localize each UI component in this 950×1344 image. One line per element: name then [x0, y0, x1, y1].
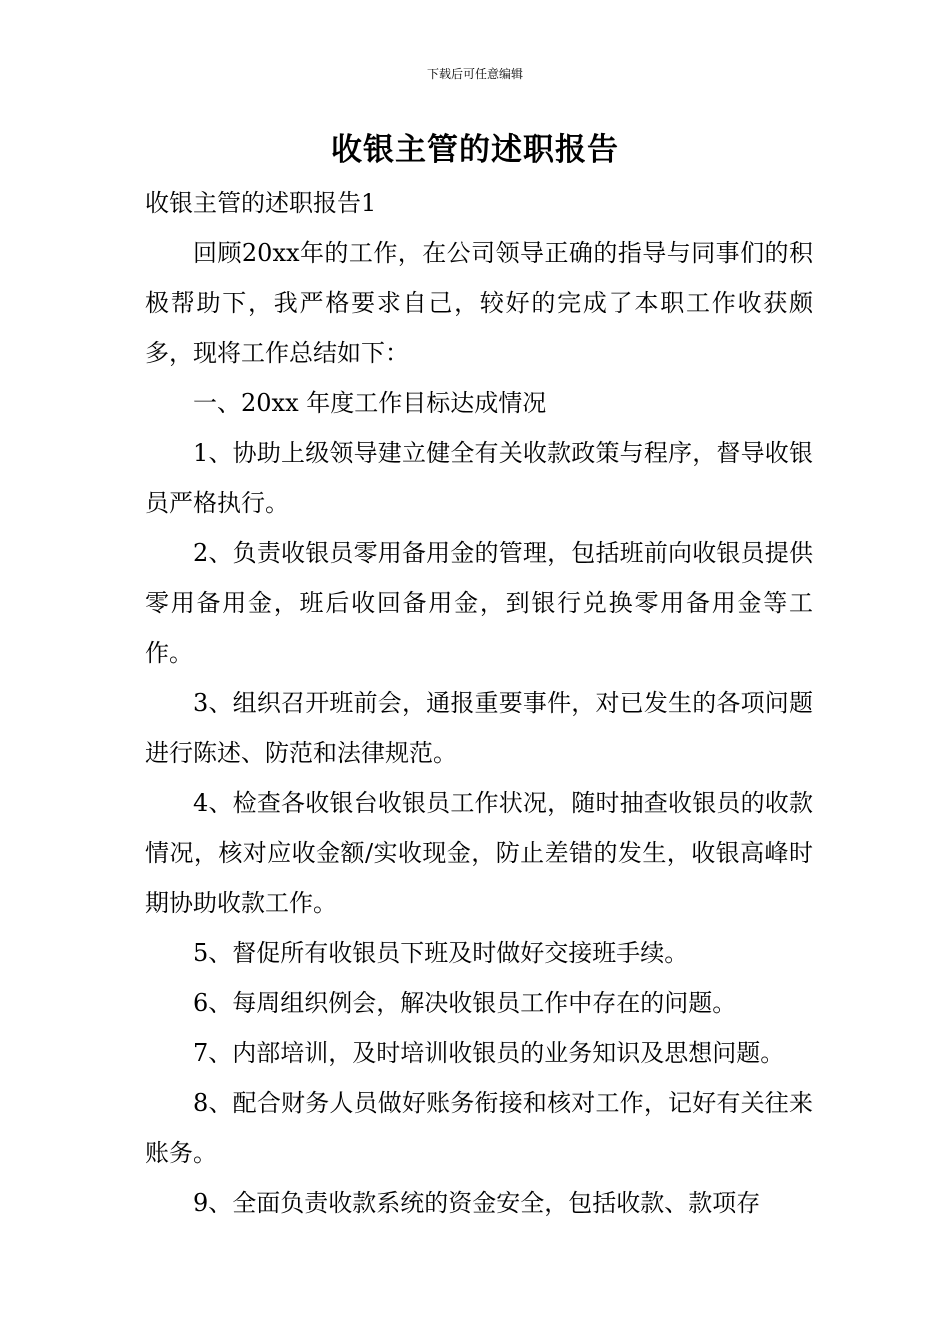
- paragraph-intro: 回顾20xx年的工作，在公司领导正确的指导与同事们的积极帮助下，我严格要求自己，较好的完成了本职工作收获颇多，现将工作总结如下：: [145, 239, 813, 367]
- list-item: 2、负责收银员零用备用金的管理，包括班前向收银员提供零用备用金，班后收回备用金，到银行兑换零用备用金等工作。: [145, 539, 813, 667]
- list-item: 5、督促所有收银员下班及时做好交接班手续。: [193, 939, 689, 967]
- document-body: [145, 178, 813, 1228]
- list-item: 7、内部培训，及时培训收银员的业务知识及思想问题。: [193, 1039, 785, 1067]
- header-note: 下载后可任意编辑: [426, 67, 523, 81]
- document-title: 收银主管的述职报告: [331, 132, 619, 168]
- list-item: 8、配合财务人员做好账务衔接和核对工作，记好有关往来账务。: [145, 1089, 813, 1167]
- section-subtitle: 收银主管的述职报告1: [145, 189, 377, 217]
- list-item: 6、每周组织例会，解决收银员工作中存在的问题。: [193, 989, 737, 1017]
- section-heading: 一、20xx 年度工作目标达成情况: [193, 389, 547, 417]
- list-item: 4、检查各收银台收银员工作状况，随时抽查收银员的收款情况，核对应收金额/实收现金，防止差错的发生，收银高峰时期协助收款工作。: [145, 789, 813, 917]
- list-item: 3、组织召开班前会，通报重要事件，对已发生的各项问题进行陈述、防范和法律规范。: [145, 689, 813, 767]
- list-item: 9、全面负责收款系统的资金安全，包括收款、款项存: [193, 1189, 761, 1217]
- list-item: 1、协助上级领导建立健全有关收款政策与程序，督导收银员严格执行。: [145, 439, 813, 517]
